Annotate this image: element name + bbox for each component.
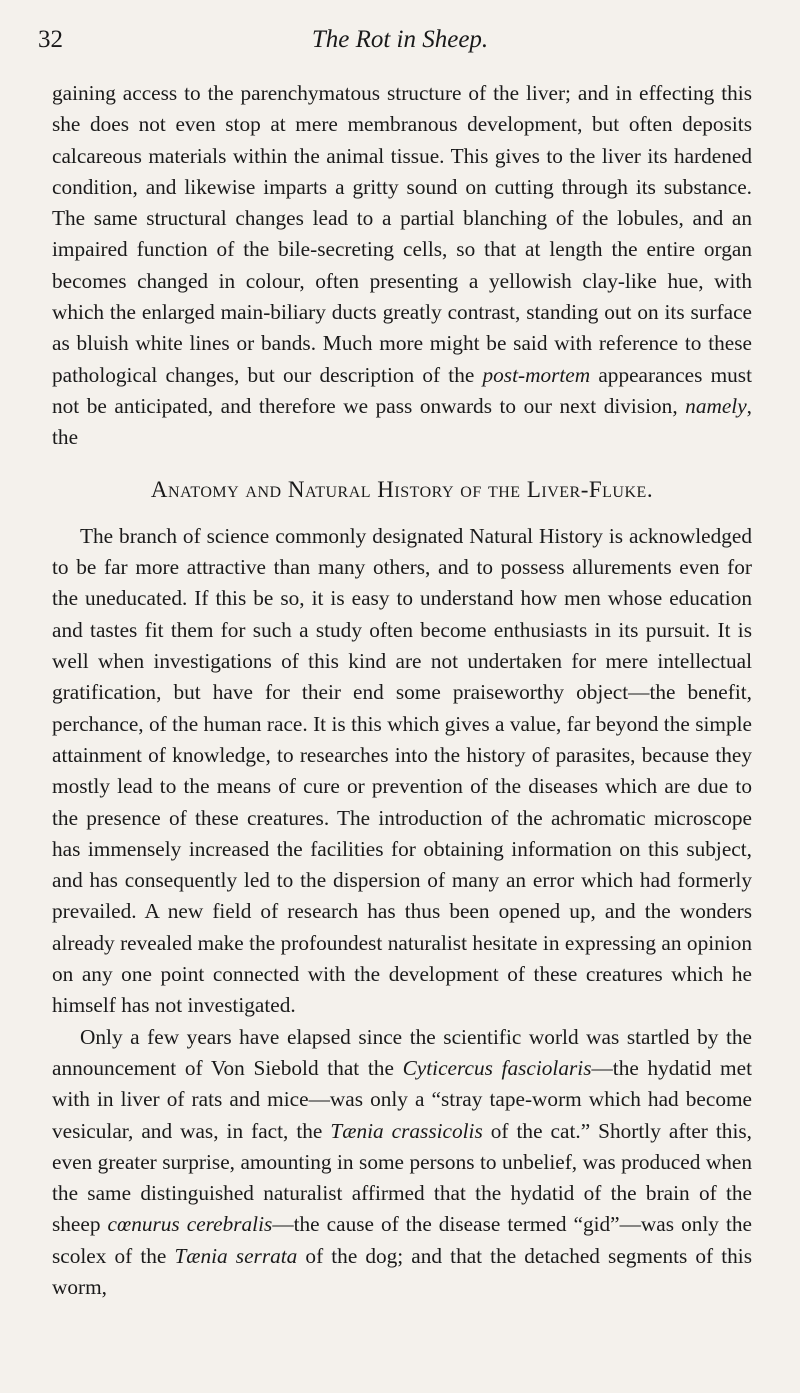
running-title: The Rot in Sheep. — [311, 26, 489, 53]
text-segment: gaining access to the parenchymatous structure of the liver; and in effecting this she does not even stop at mere membranous development, but often deposits calcareous materials within the animal tissue. This gives to the liver its hardened condition, and likewise imparts a gritty sound on cutting through its substance. The same structural changes lead to a partial blanching of the lobules, and an impaired function of the bile-secreting cells, so that at length the entire organ becomes changed in colour, often presenting a yellowish clay-like hue, with which the enlarged main-biliary ducts greatly contrast, standing out on its surface as bluish white lines or bands. Much more might be said with reference to these pathological changes, but our description of the — [52, 81, 752, 387]
italic-term: Tænia serrata — [174, 1243, 298, 1268]
text-segment: Only a few years have elapsed since the scientific world was startled by the announcement of Von Siebold that the — [52, 1024, 752, 1080]
text-segment: of the dog; and that the detached segments of this worm, — [52, 1243, 752, 1299]
italic-term: Cyticercus fasciolaris — [402, 1055, 592, 1080]
italic-term: namely — [685, 393, 747, 418]
paragraph: The branch of science commonly designated Natural History is acknowledged to be far more attractive than many others, and to possess allurements even for the uneducated. If this be so, it is easy to understand how men whose education and tastes fit them for such a study often become enthusiasts in its pursuit. It is well when investigations of this kind are not undertaken for mere intellectual gratification, but have for their end some praiseworthy object—the benefit, perchance, of the human race. It is this which gives a value, far beyond the simple attainment of knowledge, to researches into the history of parasites, because they mostly lead to the means of cure or prevention of the diseases which are due to the presence of these creatures. The introduction of the achromatic microscope has immensely increased the facilities for obtaining information on this subject, and has consequently led to the dispersion of many an error which had formerly prevailed. A new field of research has thus been opened up, and the wonders already revealed make the profoundest naturalist hesitate in expressing an opinion on any one point connected with the development of these creatures which he himself has not investigated. — [52, 523, 752, 1018]
paragraph — [52, 1022, 752, 1304]
italic-term: post-mortem — [482, 362, 591, 387]
page-header — [38, 16, 762, 62]
text-segment: —the cause of the disease termed “gid”—was only the scolex of the — [52, 1212, 752, 1268]
text-segment: —the hydatid met with in liver of rats and mice—was only a “stray tape-worm which had become vesicular, and was, in fact, the — [52, 1055, 752, 1143]
italic-term: Tænia crassicolis — [330, 1118, 483, 1143]
body-text — [52, 78, 752, 1303]
text-segment: of the cat.” Shortly after this, even greater surprise, amounting in some persons to unbelief, was produced when the same distinguished naturalist affirmed that the hydatid of the brain of the sheep — [52, 1118, 752, 1237]
italic-term: cœnurus cerebralis — [107, 1212, 273, 1237]
text-segment: , the — [52, 393, 752, 450]
text-segment: appearances must not be anticipated, and therefore we pass onwards to our next division, — [52, 362, 752, 418]
section-heading: Anatomy and Natural History of the Liver-Fluke. — [150, 476, 654, 502]
paragraph-continued — [52, 78, 752, 454]
page-number: 32 — [38, 26, 63, 53]
